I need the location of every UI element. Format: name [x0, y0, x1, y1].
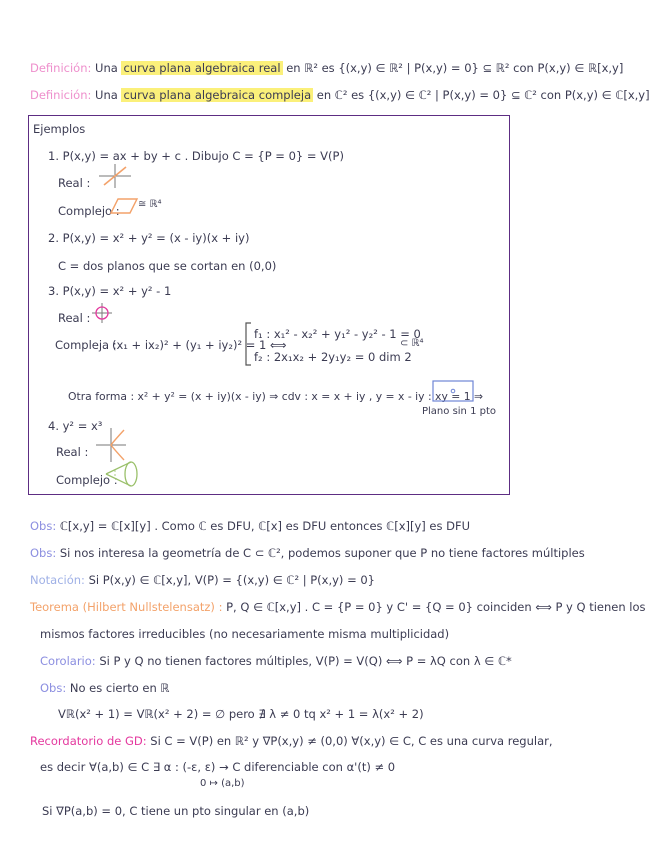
example-4: 4. y² = x³ [48, 419, 103, 433]
reminder-label: Recordatorio de GD: [30, 734, 147, 748]
example-3-system-1: f₁ : x₁² - x₂² + y₁² - y₂² - 1 = 0 [254, 327, 421, 341]
definition-complex [30, 87, 650, 103]
highlighted-term: curva plana algebraica real [123, 61, 281, 75]
example-1-complex-label: Complejo : [58, 204, 120, 218]
definition-text-end: en ℝ² es {(x,y) ∈ ℝ² | P(x,y) = 0} ⊆ ℝ² con P(x,y) ∈ ℝ[x,y] [286, 61, 624, 75]
example-2-note: C = dos planos que se cortan en (0,0) [58, 259, 277, 273]
plane-without-point-note: Plano sin 1 pto [422, 406, 497, 417]
corollary-label: Corolario: [40, 654, 96, 668]
notation-text: Si P(x,y) ∈ ℂ[x,y], V(P) = {(x,y) ∈ ℂ² | P(x,y) = 0} [88, 573, 375, 587]
example-3: 3. P(x,y) = x² + y² - 1 [48, 284, 172, 298]
example-3-complex-label: Compleja : [55, 338, 117, 352]
corollary [40, 653, 512, 669]
circle-sketch-icon [92, 303, 112, 323]
line-sketch-icon [98, 163, 132, 189]
definition-label: Definición: [30, 61, 92, 75]
example-3-equation: (x₁ + ix₂)² + (y₁ + iy₂)² = 1 ⟺ [112, 338, 287, 352]
notation-label: Notación: [30, 573, 85, 587]
definition-label: Definición: [30, 88, 92, 102]
cone-sketch-icon [104, 460, 138, 488]
example-3-system-2: f₂ : 2x₁x₂ + 2y₁y₂ = 0 dim 2 [254, 350, 412, 364]
reminder-line-3: Si ∇P(a,b) = 0, C tiene un pto singular en (a,b) [42, 804, 310, 818]
reminder-line-2-sub: 0 ↦ (a,b) [200, 778, 245, 789]
example-4-complex-label: Complejo : [56, 473, 118, 487]
observation-1 [30, 518, 470, 534]
theorem [30, 599, 646, 615]
observation-3 [40, 680, 170, 696]
punctured-plane-icon [432, 380, 474, 402]
definition-text-end: en ℂ² es {(x,y) ∈ ℂ² | P(x,y) = 0} ⊆ ℂ² con P(x,y) ∈ ℂ[x,y] [316, 88, 650, 102]
example-3-real-label: Real : [58, 311, 91, 325]
plane-sketch-icon [110, 198, 138, 214]
example-1-complex-note: ≅ ℝ⁴ [138, 199, 162, 210]
theorem-text: P, Q ∈ ℂ[x,y] . C = {P = 0} y C' = {Q = 0} coinciden ⟺ P y Q tienen los [226, 600, 646, 614]
obs-text: Si nos interesa la geometría de C ⊂ ℂ², podemos suponer que P no tiene factores múltiples [59, 546, 585, 560]
definition-text-start: Una [95, 61, 118, 75]
observation-3-formula: Vℝ(x² + 1) = Vℝ(x² + 2) = ∅ pero ∄ λ ≠ 0 tq x² + 1 = λ(x² + 2) [58, 707, 424, 721]
examples-title: Ejemplos [33, 122, 86, 136]
theorem-continuation: mismos factores irreducibles (no necesariamente misma multiplicidad) [40, 627, 450, 641]
example-3-other-form: Otra forma : x² + y² = (x + iy)(x - iy) ⇒ cdv : x = x + iy , y = x - iy : xy = 1 ⇒ [68, 390, 484, 403]
theorem-label: Teorema (Hilbert Nullstelensatz) : [30, 600, 223, 614]
example-3-subset: ⊂ ℝ⁴ [400, 338, 424, 349]
highlighted-term: curva plana algebraica compleja [123, 88, 312, 102]
definition-text-start: Una [95, 88, 118, 102]
notation [30, 572, 375, 588]
obs-label: Obs: [30, 519, 57, 533]
obs-text: ℂ[x,y] = ℂ[x][y] . Como ℂ es DFU, ℂ[x] es DFU entonces ℂ[x][y] es DFU [59, 519, 471, 533]
observation-2 [30, 545, 585, 561]
obs-label: Obs: [40, 681, 67, 695]
system-bracket [244, 322, 252, 366]
reminder-text: Si C = V(P) en ℝ² y ∇P(x,y) ≠ (0,0) ∀(x,y) ∈ C, C es una curva regular, [150, 734, 553, 748]
reminder-line-2: es decir ∀(a,b) ∈ C ∃ α : (-ε, ε) → C diferenciable con α'(t) ≠ 0 [40, 760, 396, 774]
example-1-real-label: Real : [58, 176, 91, 190]
obs-label: Obs: [30, 546, 57, 560]
example-1: 1. P(x,y) = ax + by + c . Dibujo C = {P = 0} = V(P) [48, 149, 344, 163]
obs-text: No es cierto en ℝ [69, 681, 170, 695]
example-2: 2. P(x,y) = x² + y² = (x - iy)(x + iy) [48, 231, 250, 245]
definition-real [30, 60, 623, 76]
corollary-text: Si P y Q no tienen factores múltiples, V(P) = V(Q) ⟺ P = λQ con λ ∈ ℂ* [99, 654, 512, 668]
reminder [30, 733, 553, 749]
cusp-sketch-icon [96, 428, 126, 462]
example-4-real-label: Real : [56, 445, 89, 459]
